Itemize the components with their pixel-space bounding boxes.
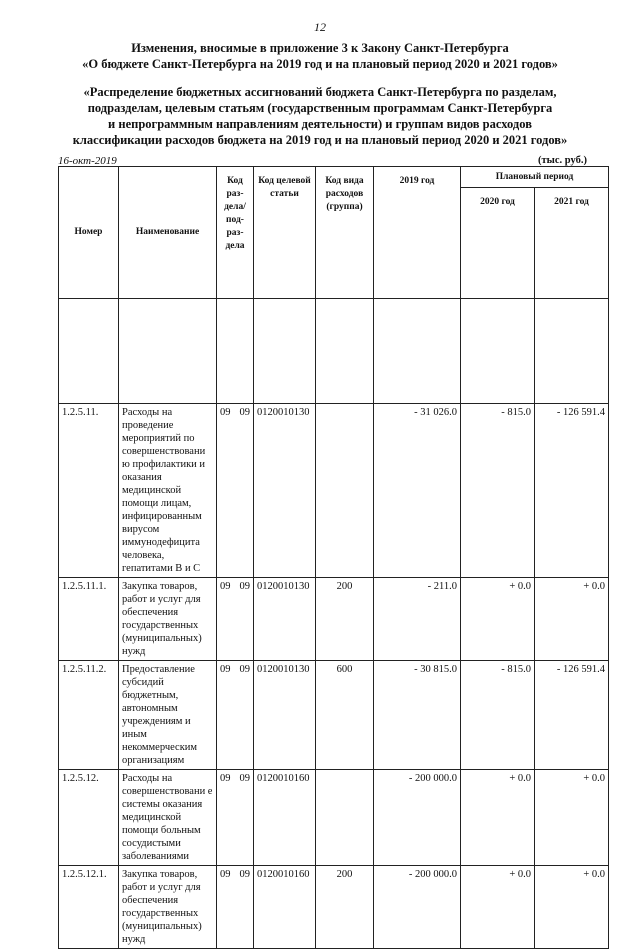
table-row <box>59 404 609 578</box>
row-section-code <box>217 661 254 770</box>
row-target-code: 0120010160 <box>254 866 316 949</box>
row-2019: - 200 000.0 <box>374 770 461 866</box>
row-target-code: 0120010130 <box>254 578 316 661</box>
row-2021: + 0.0 <box>535 866 609 949</box>
section-code: 09 <box>220 773 231 784</box>
header-2019: 2019 год <box>374 167 461 299</box>
table-row <box>59 578 609 661</box>
row-2019: - 31 026.0 <box>374 404 461 578</box>
row-section-code <box>217 866 254 949</box>
row-section-code <box>217 404 254 578</box>
row-kind-code <box>316 404 374 578</box>
spacer-cell <box>119 299 217 404</box>
page-number: 12 <box>314 20 326 34</box>
table-row <box>59 770 609 866</box>
header-2020: 2020 год <box>461 188 535 299</box>
subtitle-line: и непрограммным направлениям деятельности) и группам видов расходов <box>108 117 532 131</box>
row-name: Расходы на проведение мероприятий по совершенствовани ю профилактики и оказания медицинской помощи лицам, инфицированным вирусом иммунодефицита человека, гепатитами В и С <box>119 404 217 578</box>
subtitle-line: подразделам, целевым статьям (государственным программам Санкт-Петербурга <box>87 101 553 115</box>
header-number: Номер <box>59 167 119 299</box>
header-2021: 2021 год <box>535 188 609 299</box>
spacer-cell <box>217 299 254 404</box>
row-name: Предоставление субсидий бюджетным, автономным учреждениям и иным некоммерческим организациям <box>119 661 217 770</box>
spacer-cell <box>254 299 316 404</box>
row-number: 1.2.5.12. <box>59 770 119 866</box>
row-2019: - 211.0 <box>374 578 461 661</box>
spacer-row <box>59 299 609 404</box>
row-target-code: 0120010160 <box>254 770 316 866</box>
row-2021: - 126 591.4 <box>535 661 609 770</box>
table-body <box>59 299 609 949</box>
subsection-code: 09 <box>239 869 250 880</box>
row-number: 1.2.5.11.1. <box>59 578 119 661</box>
row-kind-code <box>316 770 374 866</box>
row-name: Расходы на совершенствовани е системы оказания медицинской помощи больным сосудистыми заболеваниями <box>119 770 217 866</box>
table-row <box>59 661 609 770</box>
subtitle-line: классификации расходов бюджета на 2019 год и на плановый период 2020 и 2021 годов» <box>72 133 568 147</box>
subsection-code: 09 <box>239 773 250 784</box>
row-2020: + 0.0 <box>461 866 535 949</box>
row-2020: - 815.0 <box>461 404 535 578</box>
header-name: Наименование <box>119 167 217 299</box>
spacer-cell <box>316 299 374 404</box>
units-label: (тыс. руб.) <box>538 155 587 166</box>
row-number: 1.2.5.11. <box>59 404 119 578</box>
row-number: 1.2.5.11.2. <box>59 661 119 770</box>
row-name: Закупка товаров, работ и услуг для обеспечения государственных (муниципальных) нужд <box>119 578 217 661</box>
document-date: 16-окт-2019 <box>58 155 117 167</box>
header-planned-period: Плановый период <box>461 167 609 188</box>
row-kind-code: 600 <box>316 661 374 770</box>
row-2021: + 0.0 <box>535 578 609 661</box>
section-code: 09 <box>220 869 231 880</box>
row-2019: - 200 000.0 <box>374 866 461 949</box>
section-code: 09 <box>220 664 231 675</box>
row-section-code <box>217 578 254 661</box>
document-heading <box>30 40 610 72</box>
document-subtitle <box>30 84 610 148</box>
row-number: 1.2.5.12.1. <box>59 866 119 949</box>
section-code: 09 <box>220 581 231 592</box>
spacer-cell <box>535 299 609 404</box>
header-kind-code: Код вида расходов (группа) <box>316 167 374 299</box>
table-row <box>59 866 609 949</box>
spacer-cell <box>374 299 461 404</box>
subtitle-line: «Распределение бюджетных ассигнований бюджета Санкт-Петербурга по разделам, <box>83 85 557 99</box>
spacer-cell <box>59 299 119 404</box>
row-target-code: 0120010130 <box>254 661 316 770</box>
row-2020: - 815.0 <box>461 661 535 770</box>
row-kind-code: 200 <box>316 578 374 661</box>
row-2019: - 30 815.0 <box>374 661 461 770</box>
subsection-code: 09 <box>239 407 250 418</box>
subsection-code: 09 <box>239 581 250 592</box>
row-name: Закупка товаров, работ и услуг для обеспечения государственных (муниципальных) нужд <box>119 866 217 949</box>
row-2020: + 0.0 <box>461 770 535 866</box>
spacer-cell <box>461 299 535 404</box>
row-2021: + 0.0 <box>535 770 609 866</box>
header-section-code: Код раз-дела/ под-раз-дела <box>217 167 254 299</box>
budget-table <box>58 166 609 949</box>
row-kind-code: 200 <box>316 866 374 949</box>
section-code: 09 <box>220 407 231 418</box>
row-2021: - 126 591.4 <box>535 404 609 578</box>
heading-line: «О бюджете Санкт-Петербурга на 2019 год и на плановый период 2020 и 2021 годов» <box>82 57 558 71</box>
heading-line: Изменения, вносимые в приложение 3 к Закону Санкт-Петербурга <box>131 41 509 55</box>
header-target-code: Код целевой статьи <box>254 167 316 299</box>
row-target-code: 0120010130 <box>254 404 316 578</box>
subsection-code: 09 <box>239 664 250 675</box>
row-section-code <box>217 770 254 866</box>
row-2020: + 0.0 <box>461 578 535 661</box>
